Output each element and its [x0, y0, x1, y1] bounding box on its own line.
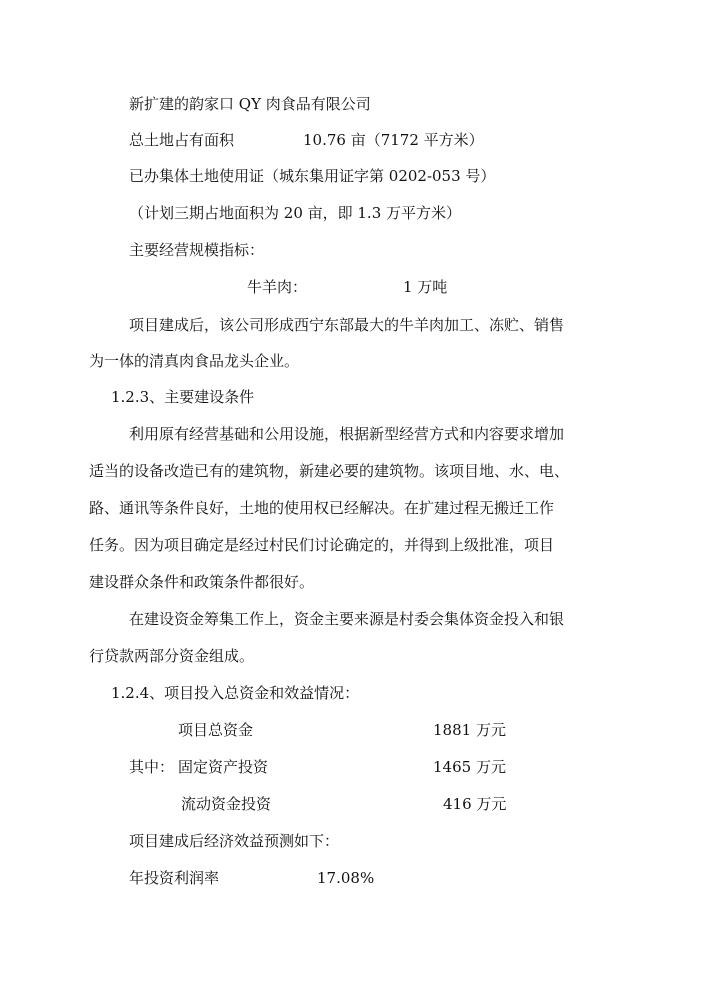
- outcome-line-2: 为一体的清真肉食品龙头企业。: [89, 352, 300, 370]
- scale-item-label: 牛羊肉：: [247, 278, 308, 296]
- conditions-line-2: 适当的设备改造已有的建筑物，新建必要的建筑物。该项目地、水、电、: [89, 462, 570, 480]
- conditions-line-3: 路、通讯等条件良好，土地的使用权已经解决。在扩建过程无搬迁工作: [89, 499, 555, 517]
- conditions-line-4: 任务。因为项目确定是经过村民们讨论确定的，并得到上级批准，项目: [89, 536, 555, 554]
- land-certificate: 已办集体土地使用证（城东集用证字第 0202-053 号）: [129, 167, 496, 185]
- roi-label: 年投资利润率: [129, 869, 220, 887]
- fixed-assets-value: 1465 万元: [433, 758, 506, 776]
- phase-plan: （计划三期占地面积为 20 亩，即 1.3 万平方米）: [129, 204, 462, 222]
- land-area-label: 总土地占有面积: [129, 131, 235, 149]
- fixed-assets-label: 固定资产投资: [178, 758, 269, 776]
- total-investment-value: 1881 万元: [433, 721, 506, 739]
- forecast-heading: 项目建成后经济效益预测如下：: [129, 832, 340, 850]
- working-capital-value: 416 万元: [443, 795, 507, 813]
- land-area-value: 10.76 亩（7172 平方米）: [303, 131, 484, 149]
- funding-line-1: 在建设资金筹集工作上，资金主要来源是村委会集体资金投入和银: [129, 610, 565, 628]
- funding-line-2: 行贷款两部分资金组成。: [89, 647, 255, 665]
- section-heading-1-2-4: 1.2.4、项目投入总资金和效益情况：: [111, 684, 360, 702]
- section-heading-1-2-3: 1.2.3、主要建设条件: [111, 388, 255, 406]
- conditions-line-1: 利用原有经营基础和公用设施，根据新型经营方式和内容要求增加: [129, 425, 565, 443]
- scale-heading: 主要经营规模指标：: [129, 241, 265, 259]
- total-investment-label: 项目总资金: [178, 721, 254, 739]
- company-name: 新扩建的韵家口 QY 肉食品有限公司: [129, 95, 371, 113]
- of-which-label: 其中：: [129, 758, 175, 776]
- working-capital-label: 流动资金投资: [181, 795, 272, 813]
- conditions-line-5: 建设群众条件和政策条件都很好。: [89, 573, 315, 591]
- outcome-line-1: 项目建成后，该公司形成西宁东部最大的牛羊肉加工、冻贮、销售: [129, 316, 565, 334]
- scale-item-value: 1 万吨: [403, 278, 448, 296]
- roi-value: 17.08%: [317, 869, 375, 887]
